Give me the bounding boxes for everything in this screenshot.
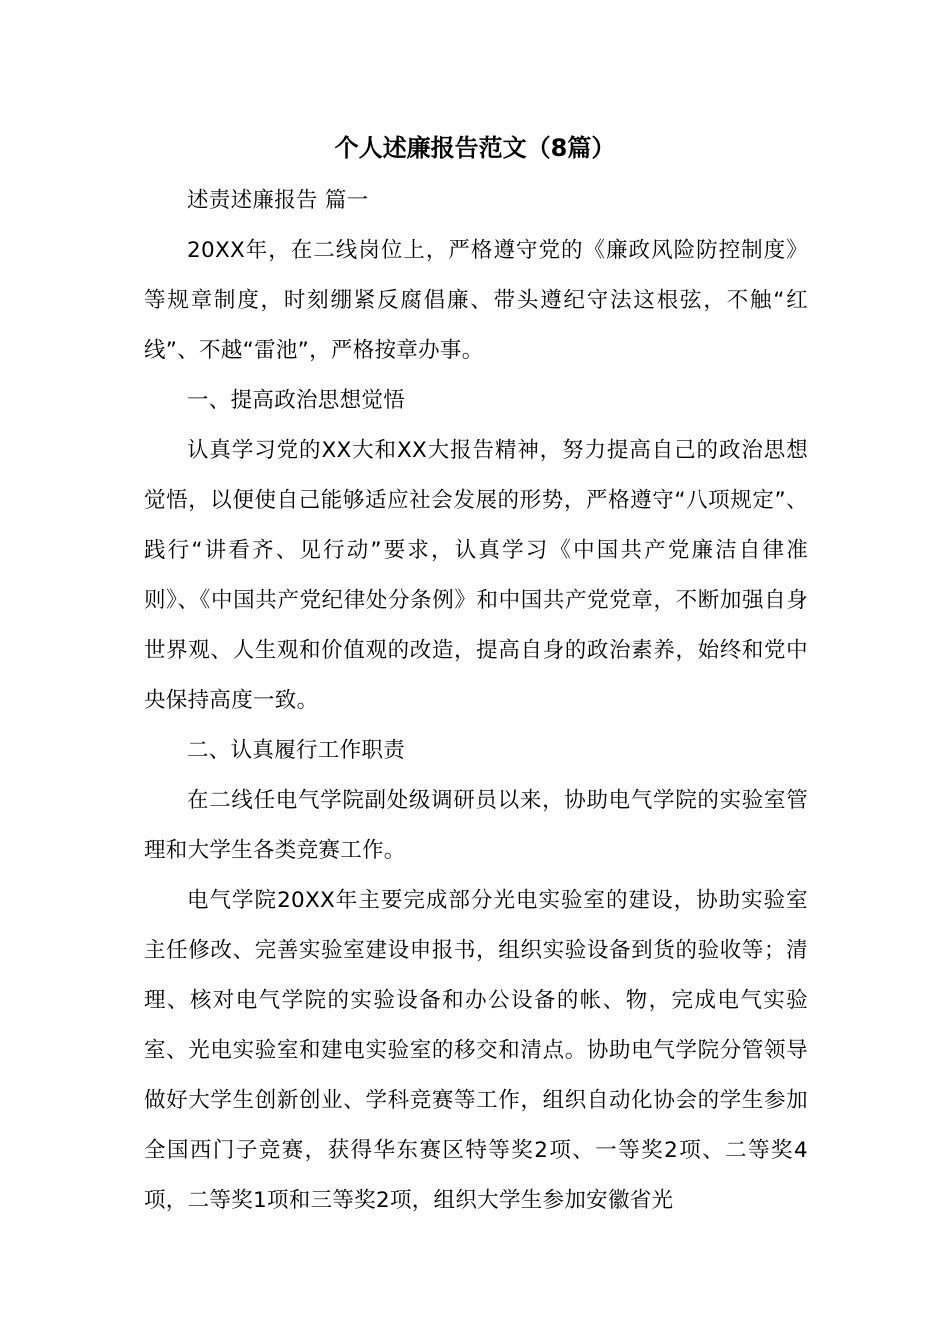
body-paragraph: 20XX年，在二线岗位上，严格遵守党的《廉政风险防控制度》等规章制度，时刻绷紧反腐倡廉、带头遵纪守法这根弦，不触“红线”、不越“雷池”，严格按章办事。 [144, 238, 808, 363]
document-body [144, 176, 808, 1226]
subsection-heading: 二、认真履行工作职责 [187, 738, 406, 763]
body-paragraph: 认真学习党的XX大和XX大报告精神，努力提高自己的政治思想觉悟，以便使自己能够适应社会发展的形势，严格遵守“八项规定”、践行“讲看齐、见行动”要求，认真学习《中国共产党廉洁自律准则》、《中国共产党纪律处分条例》和中国共产党党章，不断加强自身世界观、人生观和价值观的改造，提高自身的政治素养，始终和党中央保持高度一致。 [144, 438, 808, 713]
document-title: 个人述廉报告范文（8篇） [334, 134, 616, 162]
subsection-heading: 一、提高政治思想觉悟 [187, 388, 406, 413]
section-heading: 述责述廉报告 篇一 [187, 188, 369, 213]
body-paragraph: 在二线任电气学院副处级调研员以来，协助电气学院的实验室管理和大学生各类竞赛工作。 [144, 788, 808, 863]
body-paragraph: 电气学院20XX年主要完成部分光电实验室的建设，协助实验室主任修改、完善实验室建设申报书，组织实验设备到货的验收等；清理、核对电气学院的实验设备和办公设备的帐、物，完成电气实验室、光电实验室和建电实验室的移交和清点。协助电气学院分管领导做好大学生创新创业、学科竞赛等工作，组织自动化协会的学生参加全国西门子竞赛，获得华东赛区特等奖2项、一等奖2项、二等奖4项，二等奖1项和三等奖2项，组织大学生参加安徽省光 [144, 888, 808, 1213]
